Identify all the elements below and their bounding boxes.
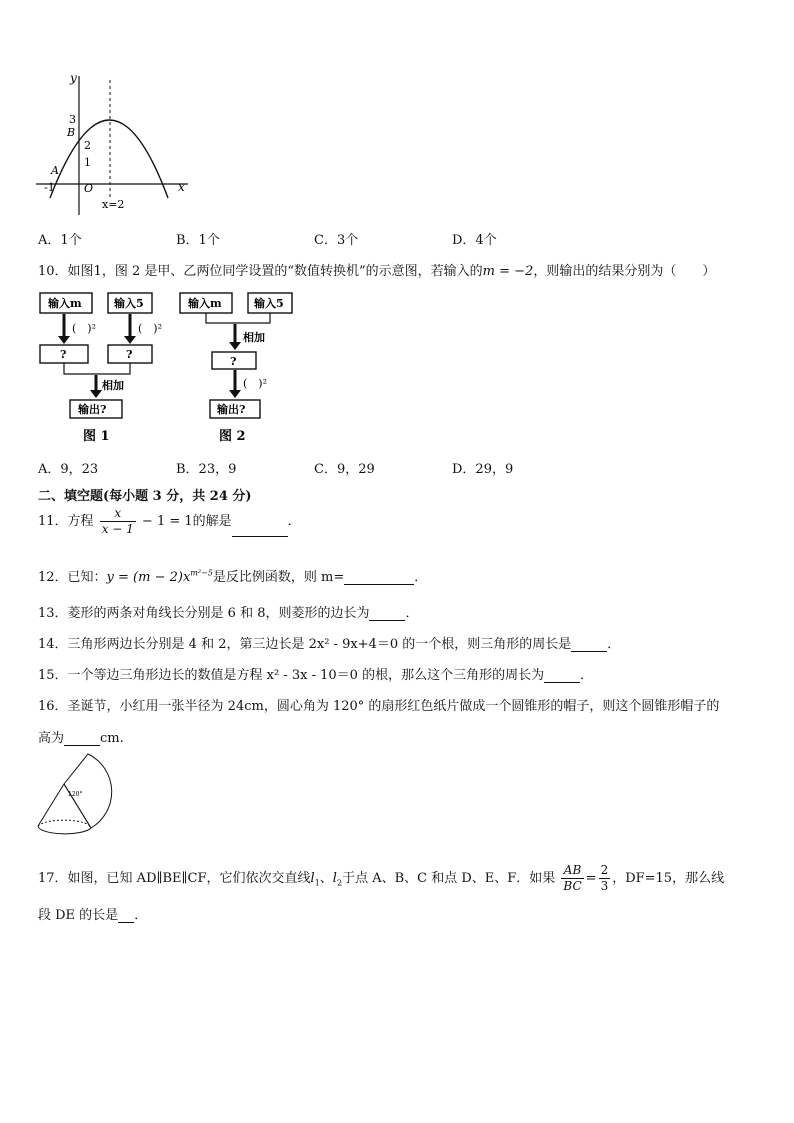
q14-answer-blank[interactable] bbox=[571, 637, 607, 652]
q12-exponent: m²−5 bbox=[190, 568, 213, 578]
question-10 bbox=[38, 260, 715, 279]
tick-label: 1 bbox=[84, 156, 91, 169]
flowchart-figures bbox=[38, 290, 298, 450]
q10-option-d: D．29，9 bbox=[452, 462, 514, 477]
question-16-line1: 16．圣诞节，小红用一张半径为 24cm，圆心角为 120° 的扇形红色纸片做成一个圆锥形的帽子，则这个圆锥形帽子的 bbox=[38, 699, 720, 714]
tick-label: 3 bbox=[69, 113, 76, 126]
q11-rest: − 1 = 1的解是 bbox=[141, 514, 232, 529]
fig2-output: 输出? bbox=[217, 403, 246, 416]
origin-label: O bbox=[84, 182, 94, 195]
x-axis-label: x bbox=[178, 180, 185, 194]
q14-text: 14．三角形两边长分别是 4 和 2，第三边长是 2x² - 9x+4＝0 的一个根，则三角形的周长是 bbox=[38, 637, 572, 652]
question-13: 13．菱形的两条对角线长分别是 6 和 8，则菱形的边长为 ． bbox=[38, 606, 419, 621]
q17-ratio-fraction: $\frac{AB}{BC}$ bbox=[563, 863, 582, 893]
tick-label: -1 bbox=[44, 181, 55, 194]
question-16-line2: 高为 cm. bbox=[38, 731, 124, 746]
fig1-unknown-left: ? bbox=[60, 348, 67, 361]
q9-option-c: C．3个 bbox=[314, 233, 359, 248]
y-axis-label: y bbox=[70, 71, 77, 85]
q16-answer-blank[interactable] bbox=[64, 731, 100, 746]
cone-angle-label: 120° bbox=[68, 791, 83, 798]
q9-option-a: A．1个 bbox=[38, 233, 82, 248]
fig2-square-op: ( )² bbox=[243, 377, 267, 390]
fig1-output: 输出? bbox=[78, 403, 107, 416]
q12-formula: y = (m − 2)x bbox=[106, 570, 191, 585]
question-14: 14．三角形两边长分别是 4 和 2，第三边长是 2x² - 9x+4＝0 的一个根，则三角形的周长是 ． bbox=[38, 637, 621, 652]
fig2-caption: 图 2 bbox=[219, 429, 246, 444]
symmetry-axis-label: x=2 bbox=[102, 198, 125, 211]
fig1-add-label: 相加 bbox=[102, 379, 124, 392]
q15-answer-blank[interactable] bbox=[544, 668, 580, 683]
q10-option-b: B．23，9 bbox=[176, 462, 237, 477]
q13-answer-blank[interactable] bbox=[369, 606, 405, 621]
parabola-graph bbox=[36, 70, 196, 215]
fig1-square-op-right: ( )² bbox=[138, 322, 162, 335]
q11-prefix: 11．方程 bbox=[38, 514, 94, 529]
fig1-input-5: 输入5 bbox=[114, 297, 144, 310]
fig1-square-op-left: ( )² bbox=[72, 322, 96, 335]
q17-answer-blank[interactable] bbox=[118, 908, 134, 923]
q10-option-a: A．9，23 bbox=[38, 462, 99, 477]
q13-text: 13．菱形的两条对角线长分别是 6 和 8，则菱形的边长为 bbox=[38, 606, 370, 621]
point-a-label: A bbox=[51, 164, 59, 177]
fig2-input-m: 输入m bbox=[188, 297, 222, 310]
q11-fraction: $\frac{x}{x - 1}$ bbox=[101, 506, 134, 536]
cone-figure bbox=[36, 750, 126, 845]
question-11: 11．方程 $\frac{x}{x - 1}$ − 1 = 1的解是 ． bbox=[38, 506, 301, 536]
fig1-input-m: 输入m bbox=[48, 297, 82, 310]
tick-label: 2 bbox=[84, 139, 91, 152]
section-title: 二、填空题(每小题 3 分，共 24 分) bbox=[38, 489, 252, 504]
fig1-caption: 图 1 bbox=[83, 429, 110, 444]
question-12: 12．已知：$y = (m - 2)x^{m^2-5}$是反比例函数，则 m= ． bbox=[38, 568, 428, 585]
question-15: 15．一个等边三角形边长的数值是方程 x² - 3x - 10＝0 的根，那么这个三角形的周长为 ． bbox=[38, 668, 594, 683]
q17-value-fraction: $\frac{2}{3}$ bbox=[600, 863, 609, 893]
q12-answer-blank[interactable] bbox=[344, 570, 414, 585]
q10-option-c: C．9，29 bbox=[314, 462, 375, 477]
point-b-label: B bbox=[67, 126, 76, 139]
q9-option-b: B．1个 bbox=[176, 233, 220, 248]
q10-suffix: ，则输出的结果分别为（ ） bbox=[533, 264, 716, 279]
q11-answer-blank[interactable] bbox=[232, 522, 288, 537]
q10-math: m = −2 bbox=[482, 264, 534, 279]
fig2-input-5: 输入5 bbox=[254, 297, 284, 310]
fig1-unknown-right: ? bbox=[126, 348, 133, 361]
question-17-line1: 17．如图，已知 AD∥BE∥CF，它们依次交直线$l_1$、$l_2$于点 A、B、C 和点 D、E、F．如果 $\frac{AB}{BC}$ = $\frac{2}{3}$ ，DF=15，那么线 bbox=[38, 863, 725, 893]
q9-option-d: D．4个 bbox=[452, 233, 497, 248]
q12-suffix: 是反比例函数，则 m= bbox=[212, 570, 345, 585]
q12-prefix: 12．已知： bbox=[38, 570, 107, 585]
fig2-unknown: ? bbox=[230, 355, 237, 368]
question-17-line2: 段 DE 的长是 ． bbox=[38, 908, 148, 923]
fig2-add-label: 相加 bbox=[243, 331, 265, 344]
q15-text: 15．一个等边三角形边长的数值是方程 x² - 3x - 10＝0 的根，那么这个三角形的周长为 bbox=[38, 668, 545, 683]
q10-prefix: 10．如图1，图 2 是甲、乙两位同学设置的“数值转换机”的示意图，若输入的 bbox=[38, 264, 483, 279]
